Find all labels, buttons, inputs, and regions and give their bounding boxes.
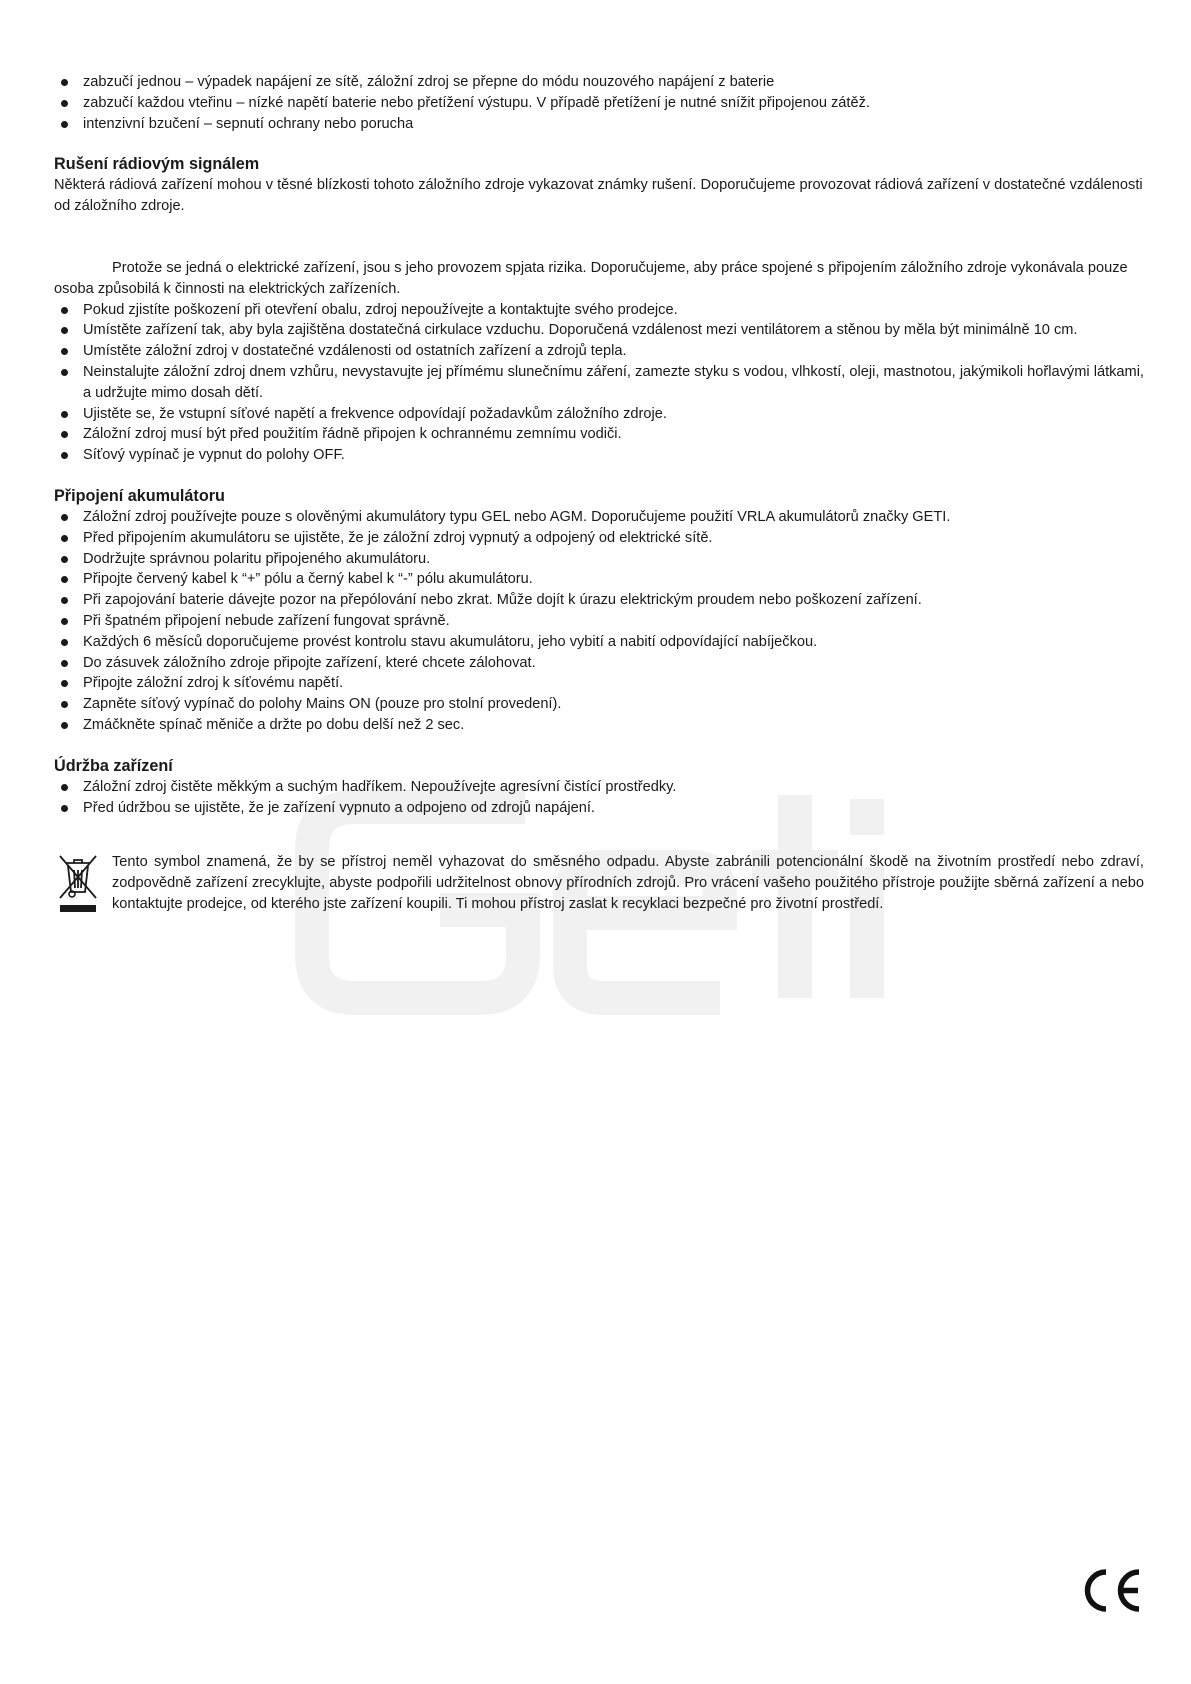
section-heading: Údržba zařízení bbox=[54, 756, 173, 775]
section-paragraph: Některá rádiová zařízení mohou v těsné blízkosti tohoto záložního zdroje vykazovat známky rušení. Doporučujeme provozovat rádiová zařízení v dostatečné vzdálenosti od záložního zdroje. bbox=[54, 177, 1143, 215]
list-item: Do zásuvek záložního zdroje připojte zařízení, které chcete zálohovat. bbox=[54, 653, 1144, 674]
battery-list bbox=[54, 507, 1144, 736]
radio-interference-section bbox=[54, 154, 1144, 217]
list-item: Umístěte záložní zdroj v dostatečné vzdálenosti od ostatních zařízení a zdrojů tepla. bbox=[54, 341, 1144, 362]
list-item: Ujistěte se, že vstupní síťové napětí a frekvence odpovídají požadavkům záložního zdroje. bbox=[54, 404, 1144, 425]
document-body bbox=[54, 72, 1144, 915]
safety-section bbox=[54, 258, 1144, 466]
list-item: Síťový vypínač je vypnut do polohy OFF. bbox=[54, 445, 1144, 466]
crossed-bin-icon bbox=[56, 852, 100, 914]
list-item: Umístěte zařízení tak, aby byla zajištěna dostatečná cirkulace vzduchu. Doporučená vzdálenost mezi ventilátorem a stěnou by měla být minimálně 10 cm. bbox=[54, 320, 1144, 341]
list-item: Připojte záložní zdroj k síťovému napětí. bbox=[54, 673, 1144, 694]
list-item: Záložní zdroj používejte pouze s olověnými akumulátory typu GEL nebo AGM. Doporučujeme použití VRLA akumulátorů značky GETI. bbox=[54, 507, 1144, 528]
list-item: Záložní zdroj čistěte měkkým a suchým hadříkem. Nepoužívejte agresívní čistící prostředky. bbox=[54, 777, 1144, 798]
maintenance-section bbox=[54, 756, 1144, 819]
list-item: zabzučí jednou – výpadek napájení ze sítě, záložní zdroj se přepne do módu nouzového napájení z baterie bbox=[54, 72, 1144, 93]
list-item: Před připojením akumulátoru se ujistěte, že je záložní zdroj vypnutý a odpojený od elektrické sítě. bbox=[54, 528, 1144, 549]
list-item: Neinstalujte záložní zdroj dnem vzhůru, nevystavujte jej přímému slunečnímu záření, zamezte styku s vodou, vlhkostí, oleji, mastnotou, jakýmikoli hořlavými látkami, a udržujte mimo dosah dětí. bbox=[54, 362, 1144, 404]
list-item: Pokud zjistíte poškození při otevření obalu, zdroj nepoužívejte a kontaktujte svého prodejce. bbox=[54, 300, 1144, 321]
list-item: Zmáčkněte spínač měniče a držte po dobu delší než 2 sec. bbox=[54, 715, 1144, 736]
alarm-signal-list bbox=[54, 72, 1144, 134]
list-item: Při špatném připojení nebude zařízení fungovat správně. bbox=[54, 611, 1144, 632]
section-heading: Připojení akumulátoru bbox=[54, 486, 225, 505]
list-item: Každých 6 měsíců doporučujeme provést kontrolu stavu akumulátoru, jeho vybití a nabití odpovídající nabíječkou. bbox=[54, 632, 1144, 653]
list-item: Zapněte síťový vypínač do polohy Mains ON (pouze pro stolní provedení). bbox=[54, 694, 1144, 715]
weee-notice bbox=[54, 852, 1144, 914]
safety-intro-paragraph: Protože se jedná o elektrické zařízení, jsou s jeho provozem spjata rizika. Doporučujeme, aby práce spojené s připojením záložního zdroje vykonávala pouze osoba způsobilá k činnosti na elektrických zařízeních. bbox=[54, 259, 1128, 297]
battery-connection-section bbox=[54, 486, 1144, 736]
list-item: intenzivní bzučení – sepnutí ochrany nebo porucha bbox=[54, 114, 1144, 135]
list-item: zabzučí každou vteřinu – nízké napětí baterie nebo přetížení výstupu. V případě přetížení je nutné snížit připojenou zátěž. bbox=[54, 93, 1144, 114]
list-item: Záložní zdroj musí být před použitím řádně připojen k ochrannému zemnímu vodiči. bbox=[54, 424, 1144, 445]
section-heading: Rušení rádiovým signálem bbox=[54, 155, 260, 174]
maintenance-list bbox=[54, 777, 1144, 819]
ce-mark-icon bbox=[1078, 1568, 1142, 1613]
list-item: Při zapojování baterie dávejte pozor na přepólování nebo zkrat. Může dojít k úrazu elektrickým proudem nebo poškození zařízení. bbox=[54, 590, 1144, 611]
list-item: Před údržbou se ujistěte, že je zařízení vypnuto a odpojeno od zdrojů napájení. bbox=[54, 798, 1144, 819]
safety-list bbox=[54, 300, 1144, 466]
list-item: Připojte červený kabel k “+” pólu a černý kabel k “-” pólu akumulátoru. bbox=[54, 569, 1144, 590]
weee-paragraph: Tento symbol znamená, že by se přístroj neměl vyhazovat do směsného odpadu. Abyste zabránili potencionální škodě na životním prostředí nebo zdraví, zodpovědně zařízení zrecyklujte, abyste podpořili udržitelnost obnovy přírodních zdrojů. Pro vrácení vašeho použitého přístroje použijte sběrná zařízení a nebo kontaktujte prodejce, od kterého jste zařízení koupili. Ti mohou přístroj zaslat k recyklaci bezpečné pro životní prostředí. bbox=[112, 854, 1144, 912]
list-item: Dodržujte správnou polaritu připojeného akumulátoru. bbox=[54, 549, 1144, 570]
